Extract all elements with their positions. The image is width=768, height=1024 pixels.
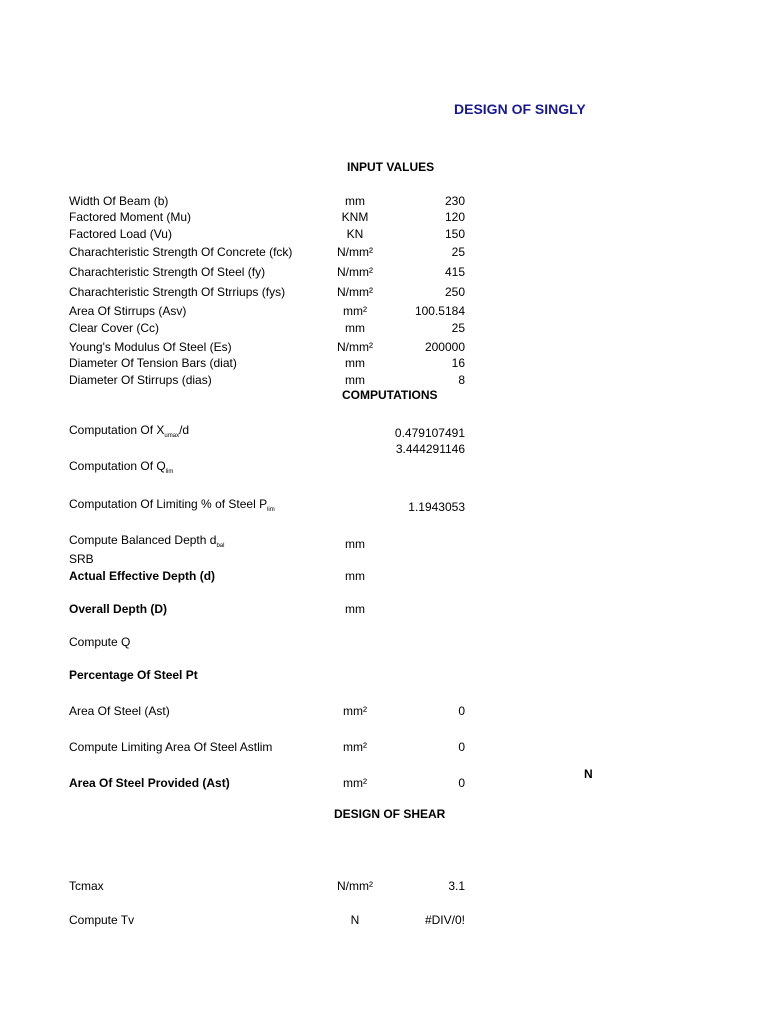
- input-unit: KNM: [341, 210, 369, 224]
- input-value: 25: [451, 321, 465, 335]
- tcmax-unit: N/mm²: [337, 879, 373, 893]
- input-unit: mm: [345, 194, 365, 208]
- input-value: 415: [444, 265, 465, 279]
- xumax-label: Computation Of $X_{umax}/d$: [69, 423, 190, 439]
- qlim-label: Computation Of $Q_{lim}$: [69, 459, 174, 475]
- astlim-label: Compute Limiting Area Of Steel Astlim: [69, 740, 273, 754]
- effective-depth-unit: mm: [345, 569, 365, 583]
- input-unit: N/mm²: [337, 245, 373, 259]
- input-unit: mm: [345, 373, 365, 387]
- ast-provided-value: 0: [458, 776, 465, 790]
- plim-value: 1.1943053: [408, 500, 465, 514]
- input-label: Charachteristic Strength Of Strriups (fys): [69, 285, 286, 299]
- input-unit: mm²: [343, 304, 367, 318]
- input-unit: N/mm²: [337, 340, 373, 354]
- ast-label: Area Of Steel (Ast): [69, 704, 170, 718]
- ast-provided-label: Area Of Steel Provided (Ast): [69, 776, 230, 790]
- input-label: Diameter Of Stirrups (dias): [69, 373, 212, 387]
- overall-depth-unit: mm: [345, 602, 365, 616]
- input-label: Charachteristic Strength Of Steel (fy): [69, 265, 266, 279]
- effective-depth-label: Actual Effective Depth (d): [69, 569, 216, 583]
- input-unit: mm: [345, 321, 365, 335]
- dbal-label: Compute Balanced Depth $d_{bal}$: [69, 533, 225, 549]
- plim-label: Computation Of Limiting % of Steel $P_{lim}$: [69, 497, 275, 513]
- ast-value: 0: [458, 704, 465, 718]
- ast-unit: mm²: [343, 704, 367, 718]
- input-value: 120: [444, 210, 465, 224]
- section-design-of-shear: DESIGN OF SHEAR: [334, 807, 446, 821]
- tcmax-label: Tcmax: [69, 879, 104, 893]
- input-unit: KN: [346, 227, 364, 241]
- qlim-value: 3.444291146: [395, 442, 465, 456]
- input-label: Charachteristic Strength Of Concrete (fck): [69, 245, 293, 259]
- input-value: 200000: [424, 340, 465, 354]
- astlim-unit: mm²: [343, 740, 367, 754]
- clipped-cell-text: N: [584, 767, 593, 781]
- compute-q-label: Compute Q: [69, 635, 131, 649]
- input-label: Factored Load (Vu): [69, 227, 172, 241]
- tv-unit: N: [350, 913, 360, 927]
- overall-depth-label: Overall Depth (D): [69, 602, 168, 616]
- input-value: 150: [444, 227, 465, 241]
- percentage-steel-label: Percentage Of Steel Pt: [69, 668, 198, 682]
- input-unit: N/mm²: [337, 265, 373, 279]
- input-value: 230: [444, 194, 465, 208]
- srb-label: SRB: [69, 552, 94, 566]
- input-label: Area Of Stirrups (Asv): [69, 304, 187, 318]
- input-unit: N/mm²: [337, 285, 373, 299]
- tv-label: Compute Tv: [69, 913, 135, 927]
- input-label: Diameter Of Tension Bars (diat): [69, 356, 237, 370]
- input-value: 100.5184: [414, 304, 465, 318]
- input-value: 250: [444, 285, 465, 299]
- section-input-values: INPUT VALUES: [347, 160, 435, 174]
- input-label: Clear Cover (Cc): [69, 321, 160, 335]
- tv-value: #DIV/0!: [424, 913, 465, 927]
- xumax-value: 0.479107491: [394, 426, 465, 440]
- input-label: Factored Moment (Mu): [69, 210, 192, 224]
- dbal-unit: mm: [345, 537, 365, 551]
- section-computations: COMPUTATIONS: [342, 388, 438, 402]
- page-title: DESIGN OF SINGLY: [454, 101, 586, 117]
- input-unit: mm: [345, 356, 365, 370]
- input-value: 16: [451, 356, 465, 370]
- astlim-value: 0: [458, 740, 465, 754]
- input-value: 25: [451, 245, 465, 259]
- input-label: Width Of Beam (b): [69, 194, 169, 208]
- ast-provided-unit: mm²: [343, 776, 367, 790]
- input-label: Young's Modulus Of Steel (Es): [69, 340, 232, 354]
- tcmax-value: 3.1: [448, 879, 465, 893]
- input-value: 8: [458, 373, 465, 387]
